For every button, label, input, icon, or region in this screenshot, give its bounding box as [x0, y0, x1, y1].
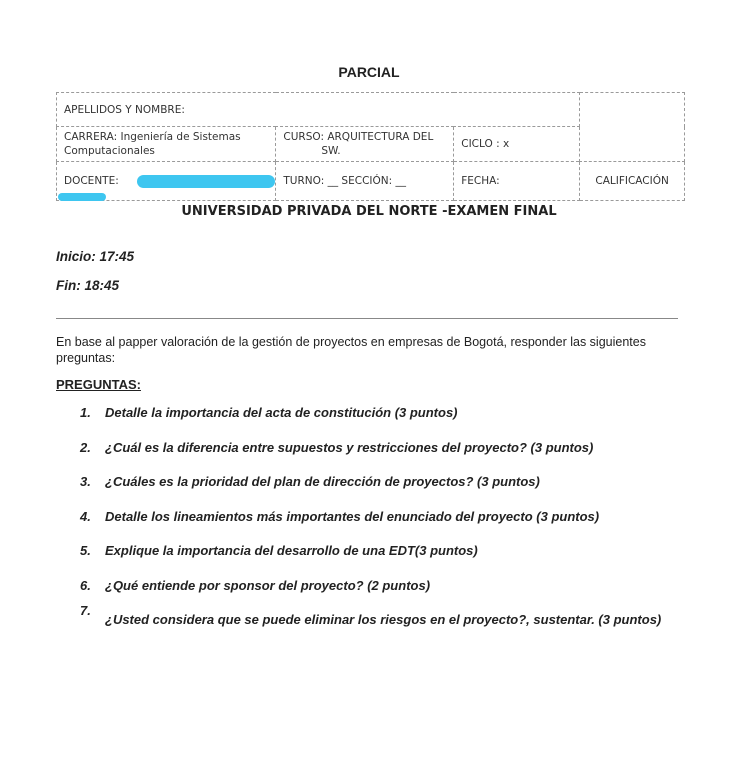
instructions-text: En base al papper valoración de la gestión de proyectos en empresas de Bogotá, responder las siguientes preguntas:	[56, 335, 646, 365]
docente-cell	[57, 162, 276, 201]
question-number: 2.	[80, 439, 91, 455]
question-text: ¿Qué entiende por sponsor del proyecto? (2 puntos)	[105, 577, 431, 593]
question-text: ¿Usted considera que se puede eliminar los riesgos en el proyecto?, sustentar. (3 puntos)	[105, 612, 662, 627]
question-number: 3.	[80, 474, 91, 489]
document-title: PARCIAL	[338, 64, 400, 80]
question-text: ¿Cuáles es la prioridad del plan de dirección de proyectos? (3 puntos)	[105, 474, 540, 489]
question-item	[80, 508, 710, 543]
question-number: 5.	[80, 543, 91, 558]
question-item	[80, 473, 710, 508]
question-number: 1.	[80, 405, 91, 420]
curso-label-line1: CURSO: ARQUITECTURA DEL	[283, 131, 434, 143]
ciclo-label: CICLO : x	[461, 138, 510, 150]
question-item	[80, 542, 710, 577]
horizontal-divider	[56, 318, 678, 319]
question-text: Explique la importancia del desarrollo de una EDT(3 puntos)	[105, 543, 478, 558]
apellidos-label: APELLIDOS Y NOMBRE:	[64, 103, 185, 116]
question-number: 4.	[80, 508, 91, 524]
calificacion-label: CALIFICACIÓN	[595, 175, 669, 187]
question-list	[80, 404, 710, 638]
redaction-mark	[137, 175, 275, 188]
question-text: ¿Cuál es la diferencia entre supuestos y restricciones del proyecto? (3 puntos)	[105, 439, 594, 455]
question-number: 7.	[80, 603, 91, 618]
turno-seccion-label: TURNO: __ SECCIÓN: __	[283, 175, 406, 187]
question-text: Detalle la importancia del acta de constitución (3 puntos)	[105, 405, 458, 420]
apellidos-cell	[57, 93, 580, 127]
question-item	[80, 404, 710, 439]
end-time: Fin: 18:45	[56, 278, 120, 293]
student-info-table	[56, 92, 685, 201]
fecha-label: FECHA:	[461, 175, 500, 187]
fecha-cell	[454, 162, 580, 201]
calificacion-cell	[580, 162, 685, 201]
question-item	[80, 439, 710, 474]
carrera-cell	[57, 127, 276, 162]
turno-seccion-cell	[276, 162, 454, 201]
exam-subtitle: UNIVERSIDAD PRIVADA DEL NORTE -EXAMEN FINAL	[181, 204, 557, 219]
curso-label-line2: SW.	[321, 145, 341, 157]
redaction-mark	[58, 193, 106, 201]
question-text: Detalle los lineamientos más importantes del enunciado del proyecto (3 puntos)	[105, 508, 600, 524]
carrera-label: CARRERA: Ingeniería de Sistemas Computacionales	[64, 131, 241, 157]
curso-cell	[276, 127, 454, 162]
questions-heading: PREGUNTAS:	[56, 377, 141, 392]
grade-box-cell	[580, 93, 685, 162]
docente-label: DOCENTE:	[64, 175, 119, 187]
question-number: 6.	[80, 577, 91, 593]
question-item	[80, 602, 710, 638]
start-time: Inicio: 17:45	[56, 249, 135, 264]
ciclo-cell	[454, 127, 580, 162]
